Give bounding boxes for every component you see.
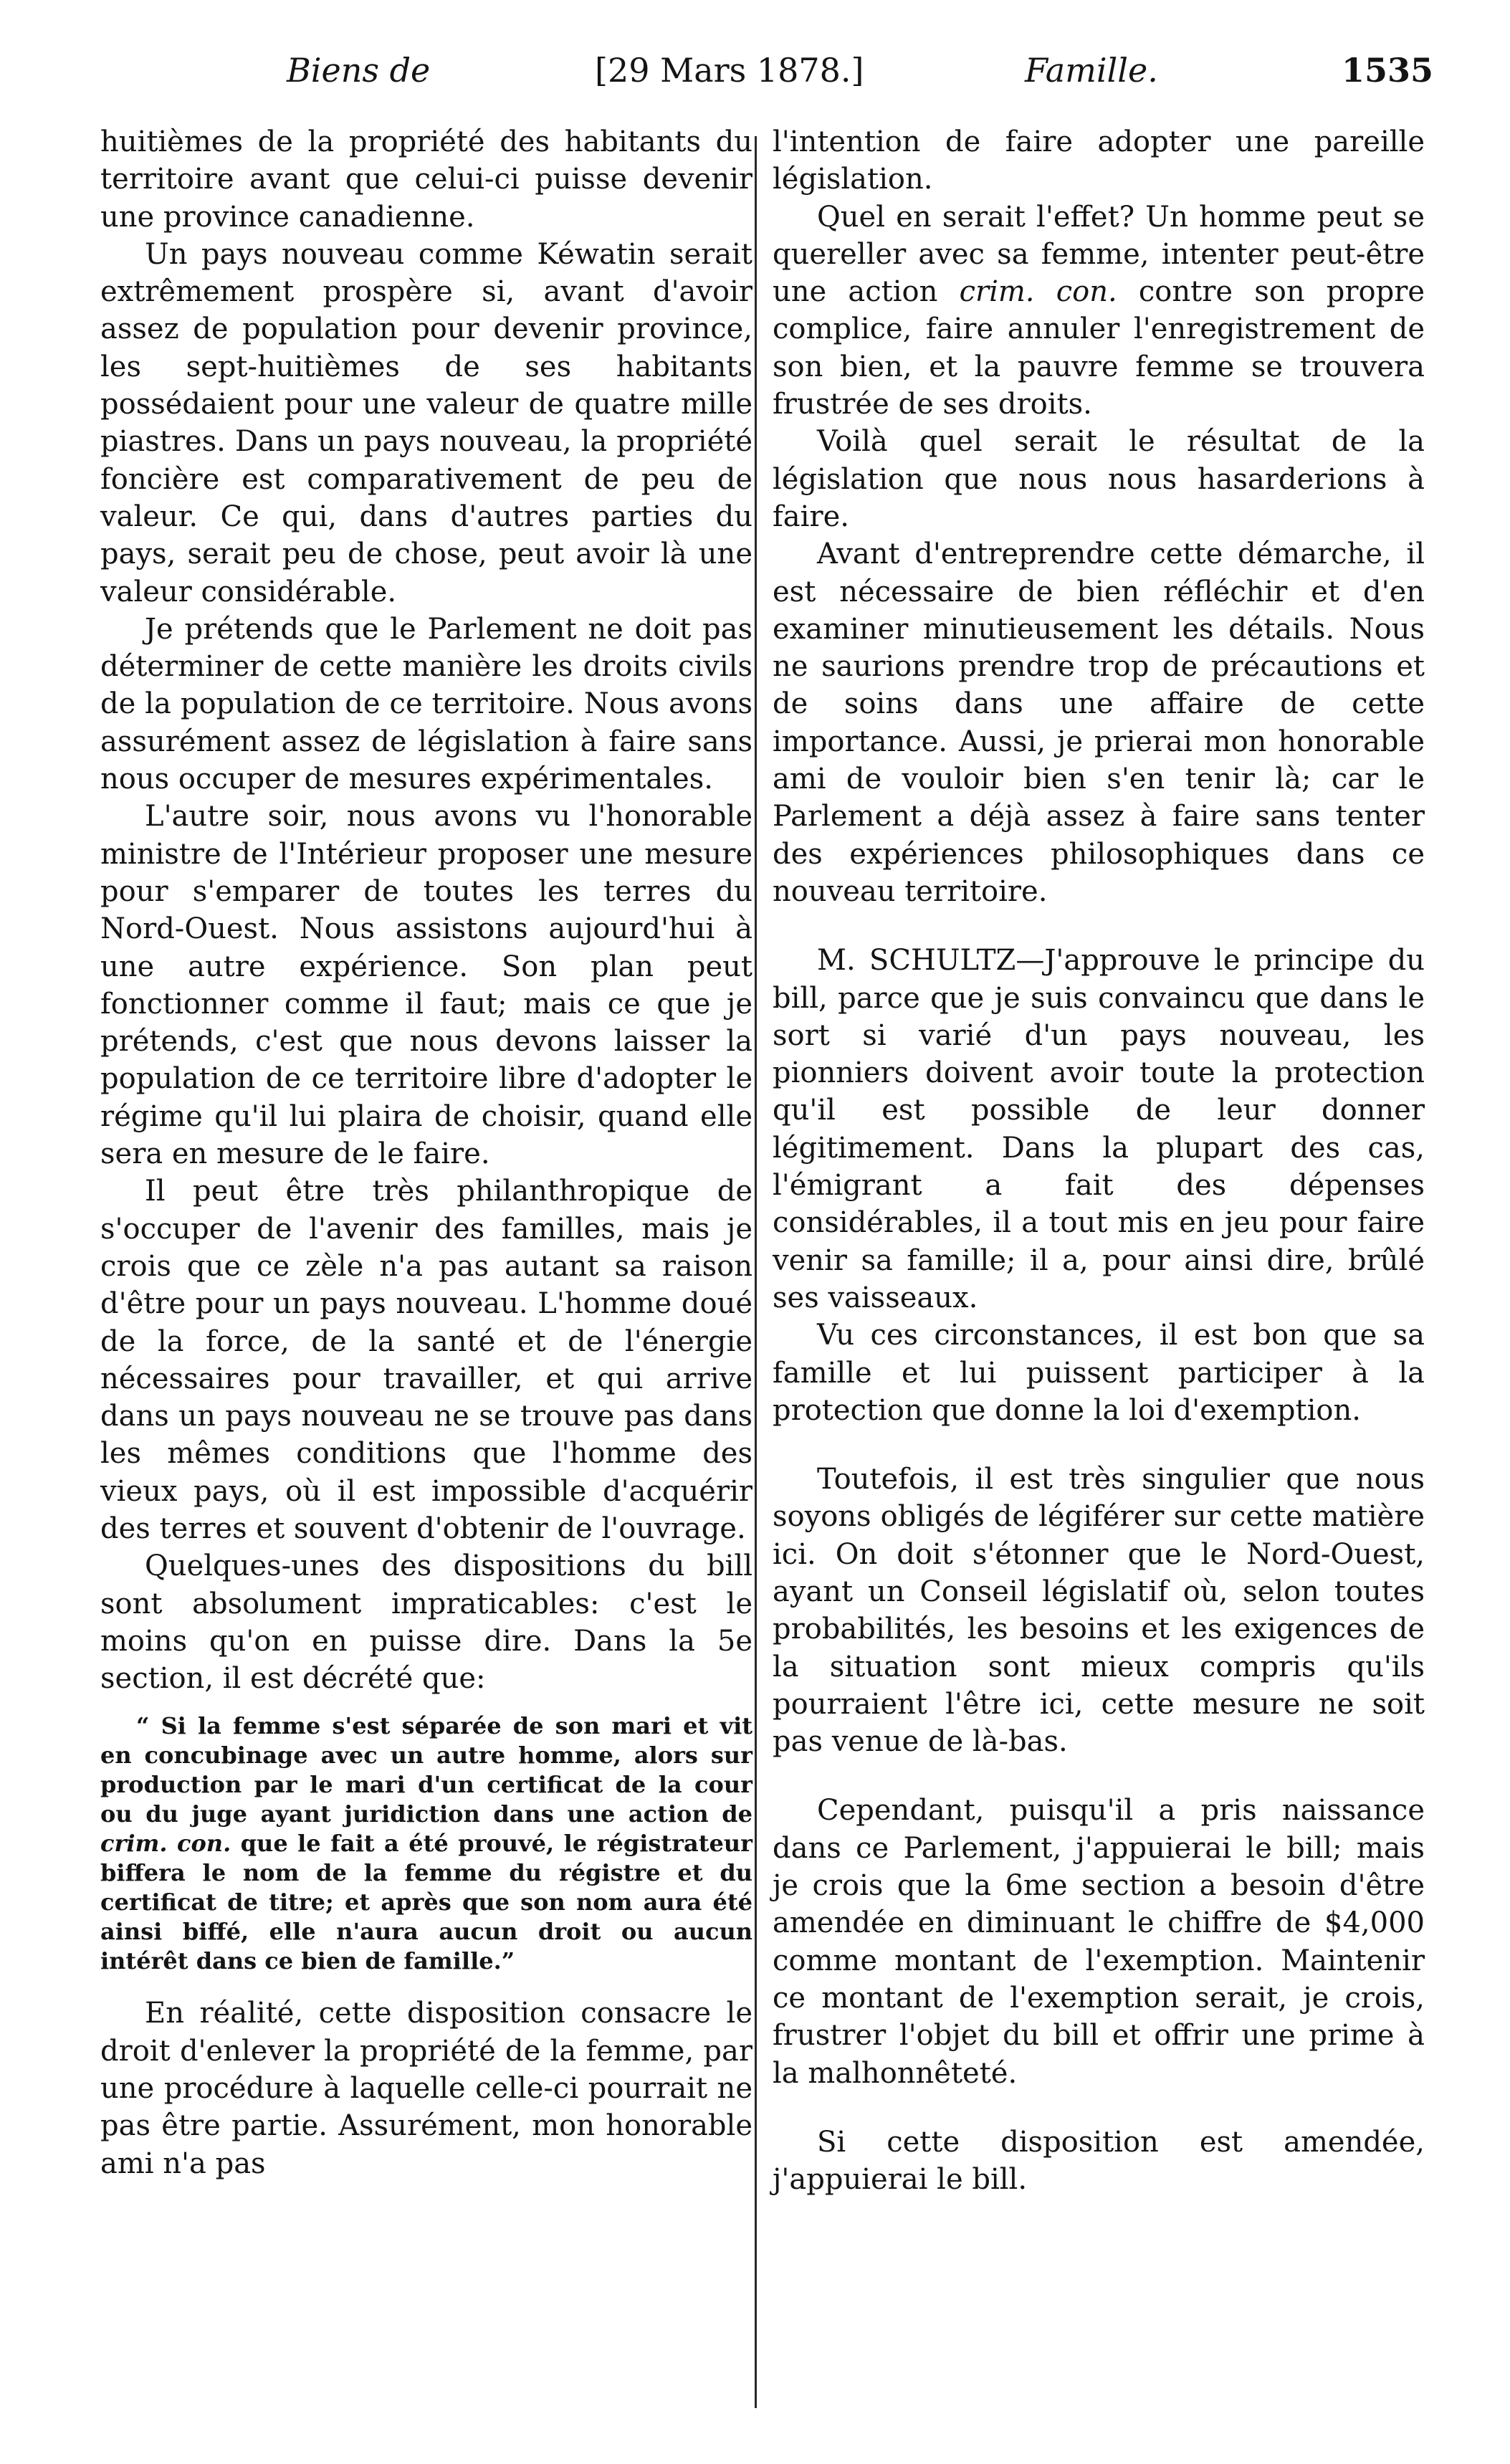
quote-text: “ Si la femme s'est séparée de son mari et vit en concubinage avec un autre homme, alors sur production par le mari d'un certificat de la cour ou du juge ayant juridiction dans une action de — [100, 1712, 752, 1828]
paragraph: Si cette disposition est amendée, j'appuierai le bill. — [773, 2125, 1425, 2197]
paragraph: L'autre soir, nous avons vu l'honorable ministre de l'Intérieur proposer une mesure pour s'emparer de toutes les terres du Nord-Ouest. Nous assistons aujourd'hui à une autre expérience. Son plan peut fonctionner comme il faut; mais ce que je prétends, c'est que nous devons laisser la population de ce territoire libre d'adopter le régime qu'il lui plaira de choisir, quand elle sera en mesure de le faire. — [100, 800, 752, 1171]
paragraph-text: contre son propre complice, faire annuler l'enregistrement de son bien, et la pauvre femme se trouvera frustrée de ses droits. — [773, 275, 1425, 421]
paragraph: huitièmes de la propriété des habitants du territoire avant que celui-ci puisse devenir une province canadienne. — [100, 125, 752, 234]
paragraph — [773, 199, 1425, 424]
paragraph: Il peut être très philanthropique de s'occuper de l'avenir des familles, mais je crois que ce zèle n'a pas autant sa raison d'être pour un pays nouveau. L'homme doué de la force, de la santé et de l'énergie nécessaires pour travailler, et qui arrive dans un pays nouveau ne se trouve pas dans les mêmes conditions que l'homme des vieux pays, où il est impossible d'acquérir des terres et souvent d'obtenir de l'ouvrage. — [100, 1175, 752, 1545]
left-column — [100, 123, 752, 2182]
right-column — [773, 123, 1425, 2198]
quote-text: que le fait a été prouvé, le régistrateur biffera le nom de la femme du régistre et du certificat de titre; et après que son nom aura été ainsi biffé, elle n'aura aucun droit ou aucun intérêt dans ce bien de famille.” — [100, 1830, 752, 1975]
paragraph: Cependant, puisqu'il a pris naissance dans ce Parlement, j'appuierai le bill; mais je crois que la 6me section a besoin d'être amendée en diminuant le chiffre de $4,000 comme montant de l'exemption. Maintenir ce montant de l'exemption serait, je crois, frustrer l'objet du bill et offrir une prime à la malhonnêteté. — [773, 1794, 1425, 2090]
page-number: 1535 — [1342, 51, 1434, 90]
speaker-name: M. SCHULTZ — [817, 944, 1016, 978]
paragraph: Toutefois, il est très singulier que nous soyons obligés de légiférer sur cette matière ici. On doit s'étonner que le Nord-Ouest, ayant un Conseil législatif où, selon toutes probabilités, les besoins et les exigences de la situation sont mieux compris qu'ils pourraient l'être ici, cette mesure ne soit pas venue de là-bas. — [773, 1463, 1425, 1759]
running-title-right: Famille. — [1025, 51, 1158, 90]
paragraph: Vu ces circonstances, il est bon que sa famille et lui puissent participer à la protection que donne la loi d'exemption. — [773, 1319, 1425, 1427]
paragraph: Avant d'entreprendre cette démarche, il est nécessaire de bien réfléchir et d'en examiner minutieusement les détails. Nous ne saurions prendre trop de précautions et de soins dans une affaire de cette importance. Aussi, je prierai mon honorable ami de vouloir bien s'en tenir là; car le Parlement a déjà assez à faire sans tenter des expériences philosophiques dans ce nouveau territoire. — [773, 538, 1425, 908]
paragraph-emphasis: crim. con. — [959, 275, 1117, 309]
paragraph: Quelques-unes des dispositions du bill sont absolument impraticables: c'est le moins qu'on en puisse dire. Dans la 5e section, il est décrété que: — [100, 1549, 752, 1696]
speech-paragraph — [773, 942, 1425, 1317]
paragraph: l'intention de faire adopter une pareille législation. — [773, 125, 1425, 196]
speech-text: —J'approuve le principe du bill, parce que je suis convaincu que dans le sort si varié d'un pays nouveau, les pionniers doivent avoir toute la protection qu'il est possible de leur donner légitimement. Dans la plupart des cas, l'émigrant a fait des dépenses considérables, il a tout mis en jeu pour faire venir sa famille; il a, pour ainsi dire, brûlé ses vaisseaux. — [773, 944, 1425, 1314]
running-date: [29 Mars 1878.] — [595, 51, 864, 90]
page-header — [0, 0, 1510, 115]
running-title-left: Biens de — [287, 51, 431, 90]
paragraph: Voilà quel serait le résultat de la législation que nous nous hasarderions à faire. — [773, 425, 1425, 533]
paragraph: Je prétends que le Parlement ne doit pas déterminer de cette manière les droits civils de la population de ce territoire. Nous avons assurément assez de législation à faire sans nous occuper de mesures expérimentales. — [100, 612, 752, 796]
paragraph: En réalité, cette disposition consacre le droit d'enlever la propriété de la femme, par une procédure à laquelle celle-ci pourrait ne pas être partie. Assurément, mon honorable ami n'a pas — [100, 1997, 752, 2180]
column-divider — [755, 136, 757, 2408]
quote-emphasis: crim. con. — [100, 1830, 231, 1858]
paragraph-text: Quel en serait l'effet? Un homme peut se quereller avec sa femme, intenter peut-être une action — [773, 200, 1425, 309]
bill-quotation — [100, 1711, 752, 1976]
paragraph: Un pays nouveau comme Kéwatin serait extrêmement prospère si, avant d'avoir assez de population pour devenir province, les sept-huitièmes de ses habitants possédaient pour une valeur de quatre mille piastres. Dans un pays nouveau, la propriété foncière est comparativement de peu de valeur. Ce qui, dans d'autres parties du pays, serait peu de chose, peut avoir là une valeur considérable. — [100, 237, 752, 608]
